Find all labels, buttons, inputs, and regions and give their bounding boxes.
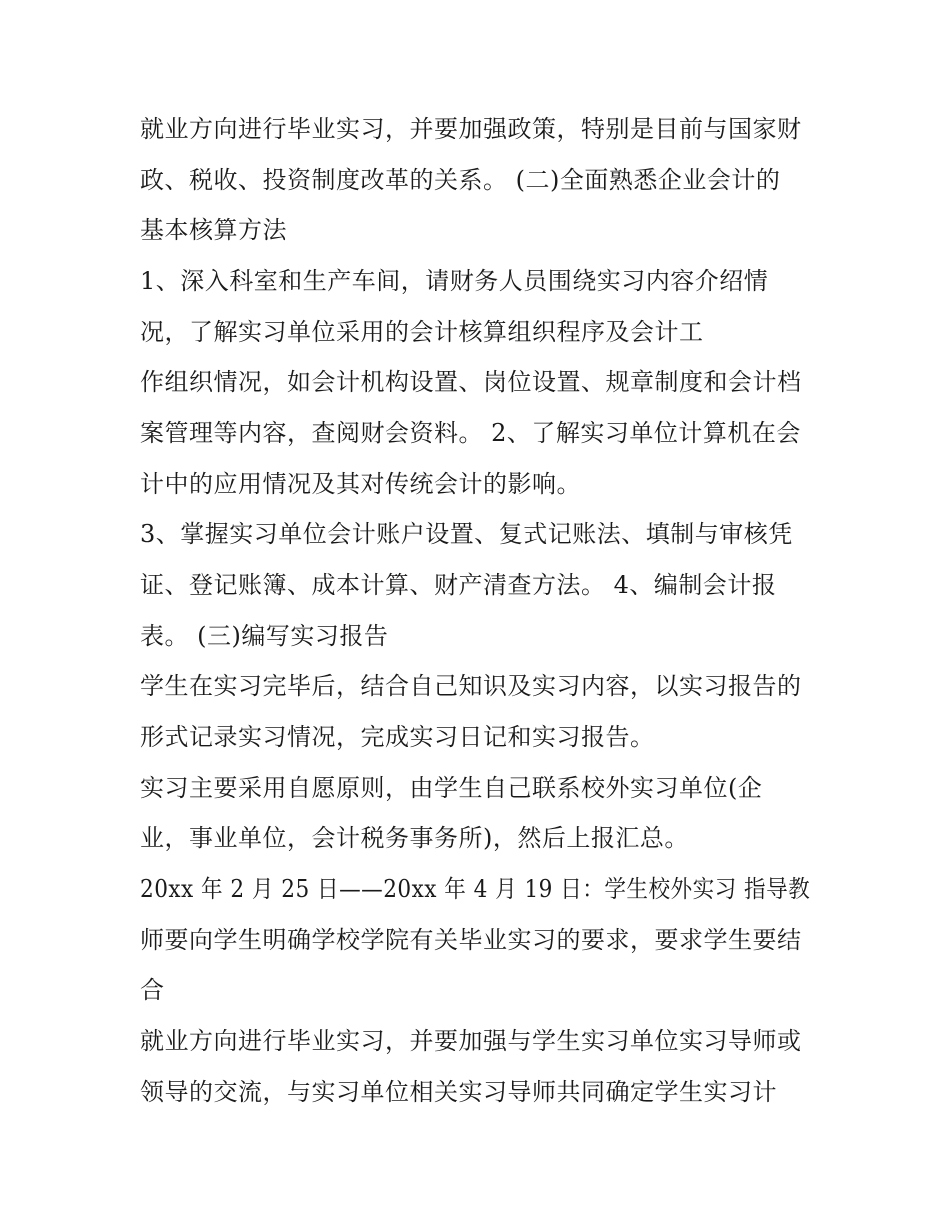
text-line: 基本核算方法 [140, 216, 287, 244]
text-line: 业，事业单位，会计税务事务所)，然后上报汇总。 [140, 824, 689, 852]
text-line: 作组织情况，如会计机构设置、岗位设置、规章制度和会计档 [140, 368, 802, 396]
text-line: 3、掌握实习单位会计账户设置、复式记账法、填制与审核凭 [140, 520, 793, 548]
text-line: 表。 (三)编写实习报告 [140, 622, 389, 650]
text-line: 合 [140, 976, 165, 1004]
text-line: 实习主要采用自愿原则，由学生自己联系校外实习单位(企 [140, 774, 763, 802]
text-line: 就业方向进行毕业实习，并要加强与学生实习单位实习导师或 [140, 1027, 802, 1055]
text-line: 领导的交流，与实习单位相关实习导师共同确定学生实习计 [140, 1078, 777, 1106]
text-line: 师要向学生明确学校学院有关毕业实习的要求，要求学生要结 [140, 926, 802, 954]
text-line: 计中的应用情况及其对传统会计的影响。 [140, 470, 581, 498]
text-line: 20xx 年 2 月 25 日——20xx 年 4 月 19 日：学生校外实习 指导教 [140, 875, 811, 903]
text-line: 政、税收、投资制度改革的关系。 (二)全面熟悉企业会计的 [140, 166, 781, 194]
text-line: 况，了解实习单位采用的会计核算组织程序及会计工 [140, 318, 704, 346]
text-line: 学生在实习完毕后，结合自己知识及实习内容，以实习报告的 [140, 672, 802, 700]
text-line: 1、深入科室和生产车间，请财务人员围绕实习内容介绍情 [140, 267, 769, 295]
text-line: 就业方向进行毕业实习，并要加强政策，特别是目前与国家财 [140, 115, 802, 143]
text-line: 案管理等内容，查阅财会资料。 2、了解实习单位计算机在会 [140, 419, 801, 447]
text-line: 证、登记账簿、成本计算、财产清查方法。 4、编制会计报 [140, 571, 777, 599]
text-line: 形式记录实习情况，完成实习日记和实习报告。 [140, 723, 655, 751]
